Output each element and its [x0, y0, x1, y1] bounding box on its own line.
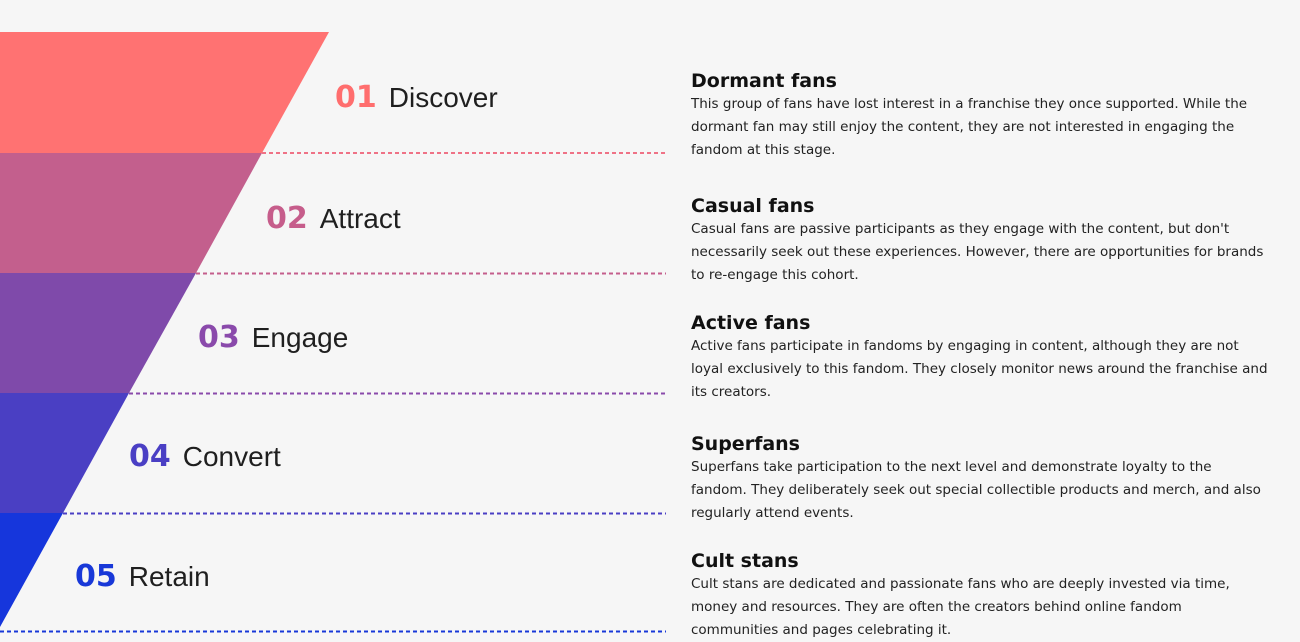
description-casual-fans	[691, 194, 1271, 287]
description-title: Dormant fans	[691, 70, 837, 92]
funnel-band-convert	[0, 393, 129, 513]
description-cult-stans	[691, 549, 1271, 642]
description-dormant-fans	[691, 69, 1271, 162]
stage-convert	[129, 439, 729, 474]
description-title: Cult stans	[691, 550, 799, 572]
description-title: Casual fans	[691, 195, 815, 217]
stage-label: Convert	[182, 441, 281, 472]
stage-number: 03	[198, 320, 240, 355]
funnel-band-discover	[0, 32, 329, 153]
stage-label: Attract	[319, 203, 401, 234]
description-title: Active fans	[691, 312, 811, 334]
stage-number: 05	[75, 559, 117, 594]
description-body: Superfans take participation to the next level and demonstrate loyalty to the fandom. They deliberately seek out special collectible products and merch, and also regularly attend events.	[691, 459, 1261, 521]
funnel-band-engage	[0, 273, 196, 393]
stage-label: Retain	[128, 561, 210, 592]
stage-number: 01	[335, 80, 377, 115]
stage-number: 04	[129, 439, 171, 474]
funnel-band-retain	[0, 513, 63, 627]
description-body: Active fans participate in fandoms by engaging in content, although they are not loyal exclusively to this fandom. They closely monitor news around the franchise and its creators.	[691, 338, 1268, 400]
description-body: Casual fans are passive participants as they engage with the content, but don't necessarily seek out these experiences. However, there are opportunities for brands to re-engage this cohort.	[691, 221, 1264, 283]
description-superfans	[691, 432, 1271, 525]
description-body: This group of fans have lost interest in a franchise they once supported. While the dormant fan may still enjoy the content, they are not interested in engaging the fandom at this stage.	[691, 96, 1248, 158]
description-body: Cult stans are dedicated and passionate fans who are deeply invested via time, money and resources. They are often the creators behind online fandom communities and pages celebrating it.	[691, 576, 1230, 638]
stage-label: Engage	[251, 322, 349, 353]
stage-number: 02	[266, 201, 308, 236]
stage-retain	[75, 559, 675, 594]
stage-label: Discover	[388, 82, 498, 113]
funnel-band-attract	[0, 153, 262, 273]
description-active-fans	[691, 311, 1271, 404]
description-title: Superfans	[691, 433, 800, 455]
